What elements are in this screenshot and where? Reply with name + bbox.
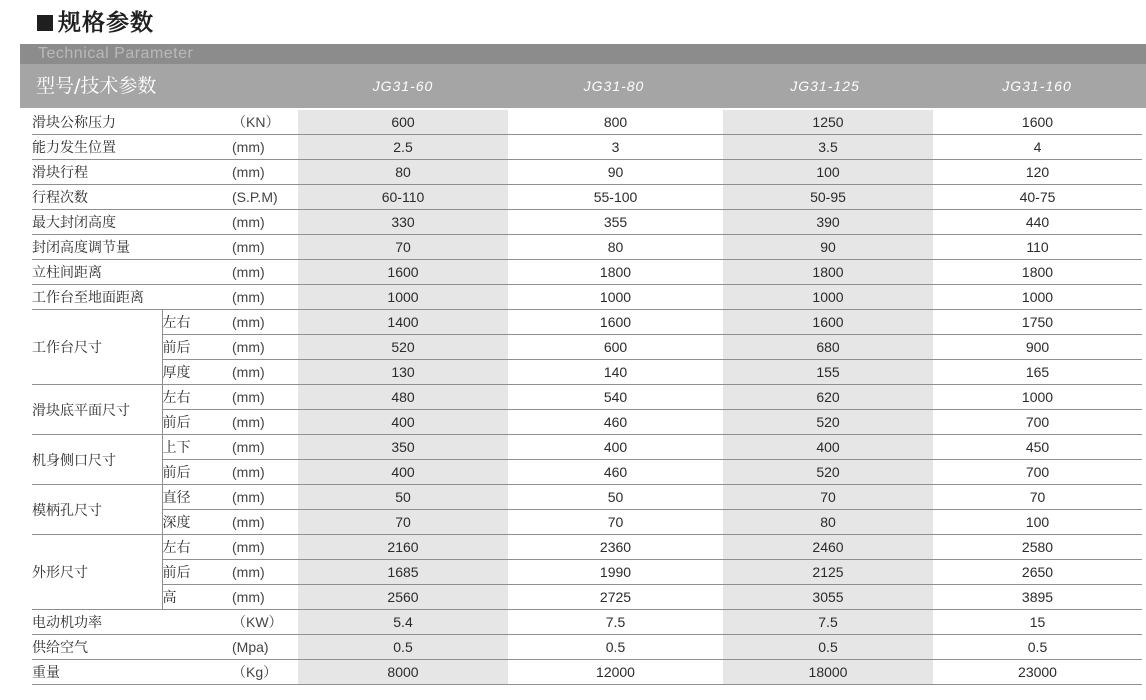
- param-value: 1000: [723, 285, 933, 310]
- table-row: [32, 585, 1142, 610]
- param-value: 2360: [508, 535, 723, 560]
- param-value: 2460: [723, 535, 933, 560]
- param-value: 620: [723, 385, 933, 410]
- param-value: 0.5: [508, 635, 723, 660]
- param-value: 55-100: [508, 185, 723, 210]
- param-value: 1250: [723, 110, 933, 135]
- param-unit: (S.P.M): [232, 185, 298, 210]
- param-subname: 前后: [162, 560, 232, 585]
- param-value: 3055: [723, 585, 933, 610]
- param-unit: （KW）: [232, 610, 298, 635]
- param-value: 355: [508, 210, 723, 235]
- param-value: 2160: [298, 535, 508, 560]
- section-title: [37, 6, 154, 40]
- param-unit: (mm): [232, 135, 298, 160]
- param-value: 0.5: [933, 635, 1142, 660]
- param-value: 70: [298, 510, 508, 535]
- param-unit: (Mpa): [232, 635, 298, 660]
- param-unit: (mm): [232, 360, 298, 385]
- param-unit: (mm): [232, 160, 298, 185]
- param-value: 4: [933, 135, 1142, 160]
- param-value: 1600: [298, 260, 508, 285]
- param-value: 1000: [298, 285, 508, 310]
- model-header: JG31-80: [583, 78, 645, 94]
- table-row: [32, 185, 1142, 210]
- param-value: 2125: [723, 560, 933, 585]
- param-unit: (mm): [232, 560, 298, 585]
- table-row: [32, 660, 1142, 685]
- param-group: 滑块底平面尺寸: [32, 385, 162, 435]
- table-row: [32, 610, 1142, 635]
- param-value: 800: [508, 110, 723, 135]
- param-value: 1990: [508, 560, 723, 585]
- param-value: 100: [723, 160, 933, 185]
- param-value: 600: [508, 335, 723, 360]
- model-header: JG31-160: [1002, 78, 1072, 94]
- param-value: 520: [298, 335, 508, 360]
- param-value: 400: [508, 435, 723, 460]
- param-unit: (mm): [232, 410, 298, 435]
- param-name: 滑块行程: [32, 160, 232, 185]
- param-value: 540: [508, 385, 723, 410]
- param-subname: 左右: [162, 385, 232, 410]
- table-row: [32, 210, 1142, 235]
- param-value: 350: [298, 435, 508, 460]
- param-unit: (mm): [232, 385, 298, 410]
- table-row: [32, 385, 1142, 410]
- param-value: 2725: [508, 585, 723, 610]
- param-name: 封闭高度调节量: [32, 235, 232, 260]
- table-row: [32, 485, 1142, 510]
- param-group: 外形尺寸: [32, 535, 162, 610]
- param-value: 50: [298, 485, 508, 510]
- param-value: 50: [508, 485, 723, 510]
- header-label: 型号/技术参数: [36, 75, 157, 97]
- param-unit: （KN）: [232, 110, 298, 135]
- table-row: [32, 110, 1142, 135]
- param-value: 80: [298, 160, 508, 185]
- param-unit: (mm): [232, 535, 298, 560]
- param-value: 1800: [508, 260, 723, 285]
- param-value: 23000: [933, 660, 1142, 685]
- param-value: 70: [723, 485, 933, 510]
- param-value: 390: [723, 210, 933, 235]
- param-unit: (mm): [232, 510, 298, 535]
- band-label: Technical Parameter: [38, 45, 194, 62]
- model-header: JG31-60: [372, 78, 434, 94]
- param-subname: 直径: [162, 485, 232, 510]
- param-name: 供给空气: [32, 635, 232, 660]
- table-header: [20, 64, 1146, 108]
- param-unit: (mm): [232, 285, 298, 310]
- param-value: 1000: [508, 285, 723, 310]
- table-row: [32, 560, 1142, 585]
- param-value: 460: [508, 460, 723, 485]
- param-unit: (mm): [232, 435, 298, 460]
- param-value: 2560: [298, 585, 508, 610]
- param-name: 最大封闭高度: [32, 210, 232, 235]
- param-subname: 前后: [162, 335, 232, 360]
- param-name: 工作台至地面距离: [32, 285, 232, 310]
- table-row: [32, 135, 1142, 160]
- param-value: 7.5: [723, 610, 933, 635]
- param-value: 700: [933, 410, 1142, 435]
- param-value: 1600: [723, 310, 933, 335]
- param-value: 400: [298, 460, 508, 485]
- param-value: 100: [933, 510, 1142, 535]
- param-value: 15: [933, 610, 1142, 635]
- param-value: 155: [723, 360, 933, 385]
- param-unit: (mm): [232, 235, 298, 260]
- param-value: 70: [508, 510, 723, 535]
- param-value: 2580: [933, 535, 1142, 560]
- param-unit: (mm): [232, 485, 298, 510]
- param-value: 1000: [933, 385, 1142, 410]
- param-value: 80: [723, 510, 933, 535]
- param-subname: 左右: [162, 310, 232, 335]
- param-value: 90: [508, 160, 723, 185]
- param-value: 7.5: [508, 610, 723, 635]
- param-name: 电动机功率: [32, 610, 232, 635]
- square-bullet-icon: [37, 15, 53, 31]
- param-value: 70: [933, 485, 1142, 510]
- section-title-text: 规格参数: [58, 10, 154, 36]
- param-value: 680: [723, 335, 933, 360]
- param-value: 450: [933, 435, 1142, 460]
- param-value: 1000: [933, 285, 1142, 310]
- param-unit: (mm): [232, 585, 298, 610]
- param-subname: 左右: [162, 535, 232, 560]
- param-name: 行程次数: [32, 185, 232, 210]
- param-name: 重量: [32, 660, 232, 685]
- param-value: 50-95: [723, 185, 933, 210]
- param-value: 140: [508, 360, 723, 385]
- param-value: 520: [723, 460, 933, 485]
- param-value: 165: [933, 360, 1142, 385]
- param-name: 能力发生位置: [32, 135, 232, 160]
- param-value: 1750: [933, 310, 1142, 335]
- param-value: 1800: [933, 260, 1142, 285]
- table-row: [32, 535, 1142, 560]
- param-value: 110: [933, 235, 1142, 260]
- param-value: 3: [508, 135, 723, 160]
- param-value: 1600: [508, 310, 723, 335]
- param-value: 600: [298, 110, 508, 135]
- param-value: 400: [723, 435, 933, 460]
- param-value: 700: [933, 460, 1142, 485]
- param-subname: 高: [162, 585, 232, 610]
- param-subname: 前后: [162, 410, 232, 435]
- param-subname: 前后: [162, 460, 232, 485]
- table-row: [32, 510, 1142, 535]
- param-value: 0.5: [723, 635, 933, 660]
- param-value: 3895: [933, 585, 1142, 610]
- param-value: 330: [298, 210, 508, 235]
- spec-table: [32, 110, 1142, 685]
- param-value: 90: [723, 235, 933, 260]
- param-name: 滑块公称压力: [32, 110, 232, 135]
- param-value: 1400: [298, 310, 508, 335]
- param-value: 60-110: [298, 185, 508, 210]
- table-row: [32, 285, 1142, 310]
- table-row: [32, 460, 1142, 485]
- table-row: [32, 635, 1142, 660]
- param-unit: (mm): [232, 335, 298, 360]
- param-value: 12000: [508, 660, 723, 685]
- param-unit: (mm): [232, 310, 298, 335]
- model-header: JG31-125: [790, 78, 860, 94]
- param-value: 1600: [933, 110, 1142, 135]
- table-row: [32, 335, 1142, 360]
- param-name: 立柱间距离: [32, 260, 232, 285]
- param-value: 460: [508, 410, 723, 435]
- param-value: 3.5: [723, 135, 933, 160]
- table-row: [32, 410, 1142, 435]
- param-subname: 上下: [162, 435, 232, 460]
- param-value: 1800: [723, 260, 933, 285]
- param-value: 80: [508, 235, 723, 260]
- param-value: 400: [298, 410, 508, 435]
- param-value: 2.5: [298, 135, 508, 160]
- param-value: 520: [723, 410, 933, 435]
- param-value: 70: [298, 235, 508, 260]
- param-group: 工作台尺寸: [32, 310, 162, 385]
- param-value: 18000: [723, 660, 933, 685]
- table-row: [32, 160, 1142, 185]
- param-value: 0.5: [298, 635, 508, 660]
- table-row: [32, 360, 1142, 385]
- param-unit: (mm): [232, 260, 298, 285]
- param-value: 120: [933, 160, 1142, 185]
- technical-parameter-band: [20, 44, 1146, 64]
- param-unit: （Kg）: [232, 660, 298, 685]
- param-value: 480: [298, 385, 508, 410]
- param-subname: 深度: [162, 510, 232, 535]
- param-unit: (mm): [232, 210, 298, 235]
- param-group: 模柄孔尺寸: [32, 485, 162, 535]
- table-row: [32, 435, 1142, 460]
- param-value: 8000: [298, 660, 508, 685]
- param-group: 机身侧口尺寸: [32, 435, 162, 485]
- param-subname: 厚度: [162, 360, 232, 385]
- param-value: 5.4: [298, 610, 508, 635]
- param-unit: (mm): [232, 460, 298, 485]
- param-value: 900: [933, 335, 1142, 360]
- param-value: 130: [298, 360, 508, 385]
- param-value: 40-75: [933, 185, 1142, 210]
- table-row: [32, 310, 1142, 335]
- table-row: [32, 260, 1142, 285]
- param-value: 2650: [933, 560, 1142, 585]
- table-row: [32, 235, 1142, 260]
- param-value: 440: [933, 210, 1142, 235]
- param-value: 1685: [298, 560, 508, 585]
